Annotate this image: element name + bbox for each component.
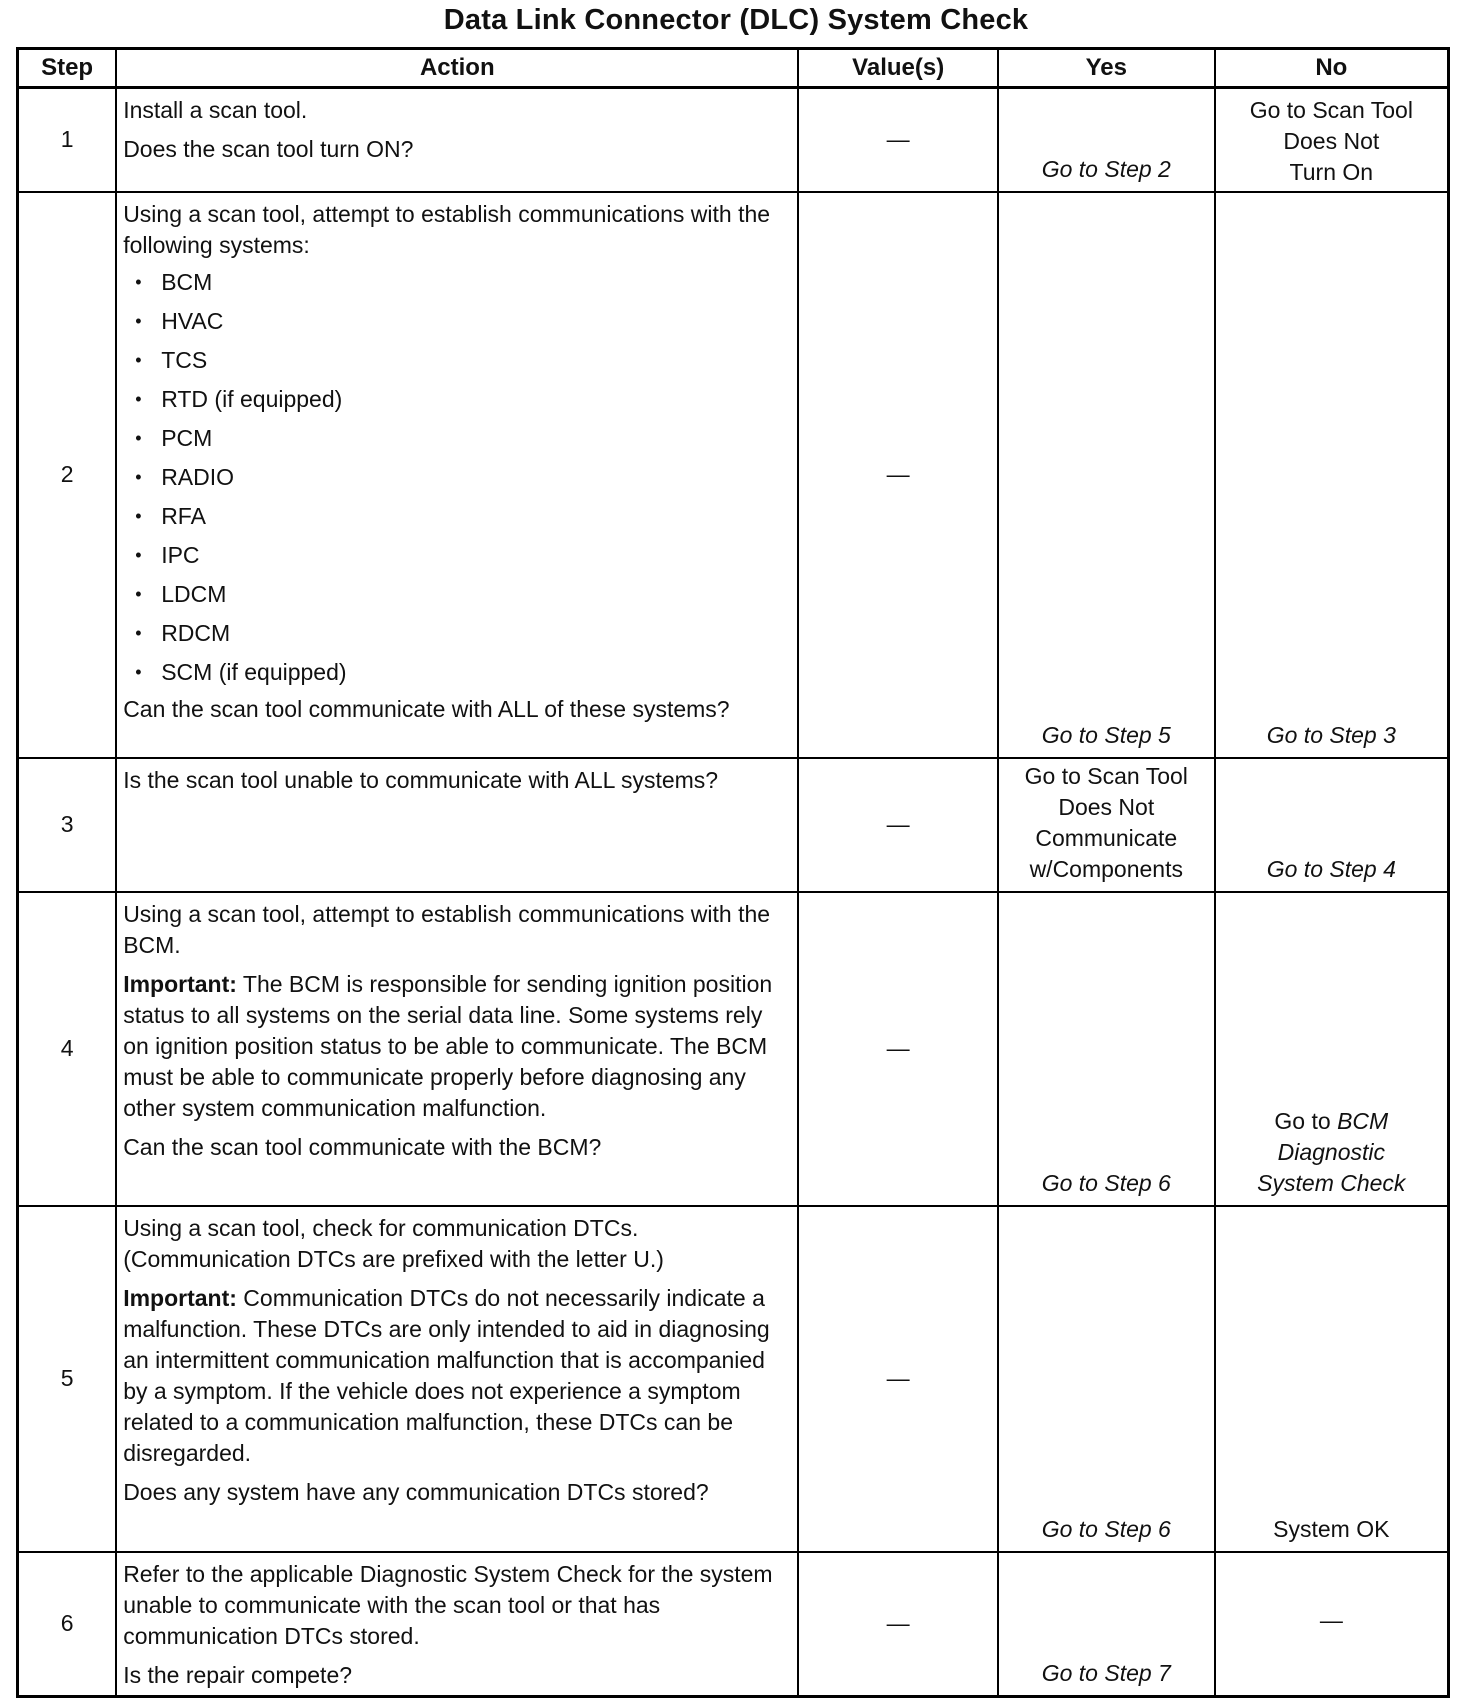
value-cell: — xyxy=(798,892,998,1206)
action-question: Can the scan tool communicate with ALL of these systems? xyxy=(123,695,730,722)
table-row-step-6 xyxy=(18,1552,1449,1697)
action-text: Using a scan tool, check for communication DTCs. (Communication DTCs are prefixed with the letter U.) xyxy=(123,1214,664,1272)
no-cell xyxy=(1215,88,1449,192)
value-cell: — xyxy=(798,88,998,192)
header-no: No xyxy=(1215,49,1449,88)
no-cell: Go to Step 3 xyxy=(1215,192,1449,758)
list-item: • BCM xyxy=(161,263,789,302)
action-text: Install a scan tool. xyxy=(123,97,308,123)
action-question: Does any system have any communication DTCs stored? xyxy=(123,1478,709,1505)
value-cell: — xyxy=(798,192,998,758)
important-label: Important: xyxy=(123,1284,237,1311)
step-number: 3 xyxy=(18,758,117,892)
important-note xyxy=(123,969,789,1124)
action-question: Does the scan tool turn ON? xyxy=(123,136,414,162)
table-row-step-1 xyxy=(18,88,1449,192)
list-item: • RTD (if equipped) xyxy=(161,380,789,419)
action-question: Can the scan tool communicate with the BCM? xyxy=(123,1133,602,1160)
yes-cell: Go to Step 2 xyxy=(998,88,1215,192)
list-item: • TCS xyxy=(161,341,789,380)
no-cell: System OK xyxy=(1215,1206,1449,1552)
no-line: Diagnostic xyxy=(1277,1138,1385,1165)
no-ref: BCM xyxy=(1337,1107,1389,1134)
header-action: Action xyxy=(116,49,798,88)
page-title: Data Link Connector (DLC) System Check xyxy=(443,4,1029,36)
table-row-step-5 xyxy=(18,1206,1449,1552)
list-item: • HVAC xyxy=(161,302,789,341)
step-number: 5 xyxy=(18,1206,117,1552)
yes-line: w/Components xyxy=(1029,855,1183,882)
list-item: • PCM xyxy=(161,419,789,458)
action-question: Is the repair compete? xyxy=(123,1661,353,1688)
diagnostic-table xyxy=(16,47,1450,1698)
value-cell: — xyxy=(798,1206,998,1552)
no-line xyxy=(1216,1106,1447,1137)
step-number: 1 xyxy=(18,88,117,192)
table-row-step-2 xyxy=(18,192,1449,758)
action-cell xyxy=(116,192,798,758)
no-line: Does Not xyxy=(1283,128,1380,154)
important-note xyxy=(123,1283,789,1469)
no-cell xyxy=(1215,892,1449,1206)
action-text: Using a scan tool, attempt to establish communications with the BCM. xyxy=(123,900,771,958)
no-prefix: Go to xyxy=(1274,1107,1331,1134)
action-cell xyxy=(116,892,798,1206)
yes-line: Communicate xyxy=(1035,824,1178,851)
yes-cell: Go to Step 7 xyxy=(998,1552,1215,1697)
yes-line: Does Not xyxy=(1058,793,1155,820)
list-item: • RDCM xyxy=(161,614,789,653)
yes-cell: Go to Step 6 xyxy=(998,1206,1215,1552)
step-number: 2 xyxy=(18,192,117,758)
table-row-step-4 xyxy=(18,892,1449,1206)
step-number: 4 xyxy=(18,892,117,1206)
value-cell: — xyxy=(798,758,998,892)
yes-cell: Go to Step 6 xyxy=(998,892,1215,1206)
no-cell: Go to Step 4 xyxy=(1215,758,1449,892)
action-cell xyxy=(116,758,798,892)
action-cell xyxy=(116,1552,798,1697)
list-item: • LDCM xyxy=(161,575,789,614)
important-text: The BCM is responsible for sending ignition position status to all systems on the serial data line. Some systems rely on ignition position status to be able to communicate. The BCM must be able to communicate properly before diagnosing any other system communication malfunction. xyxy=(123,970,773,1121)
value-cell: — xyxy=(798,1552,998,1697)
no-line: System Check xyxy=(1257,1169,1406,1196)
list-item: • RFA xyxy=(161,497,789,536)
no-cell: — xyxy=(1215,1552,1449,1697)
list-item: • RADIO xyxy=(161,458,789,497)
action-text: Refer to the applicable Diagnostic System Check for the system unable to communicate with the scan tool or that has communication DTCs stored. xyxy=(123,1560,773,1649)
important-label: Important: xyxy=(123,970,237,997)
header-values: Value(s) xyxy=(798,49,998,88)
action-text: Using a scan tool, attempt to establish communications with the following systems: xyxy=(123,200,771,258)
yes-cell: Go to Step 5 xyxy=(998,192,1215,758)
no-line: Go to Scan Tool xyxy=(1249,97,1413,123)
header-yes: Yes xyxy=(998,49,1215,88)
table-row-step-3 xyxy=(18,758,1449,892)
important-text: Communication DTCs do not necessarily indicate a malfunction. These DTCs are only intended to aid in diagnosing an intermittent communication malfunction that is accompanied by a symptom. If the vehicle does not experience a symptom related to a communication malfunction, these DTCs can be disregarded. xyxy=(123,1284,770,1466)
list-item: • IPC xyxy=(161,536,789,575)
yes-line: Go to Scan Tool xyxy=(1024,762,1188,789)
header-step: Step xyxy=(18,49,117,88)
yes-cell xyxy=(998,758,1215,892)
header-row xyxy=(18,49,1449,88)
list-item: • SCM (if equipped) xyxy=(161,653,789,692)
action-question: Is the scan tool unable to communicate with ALL systems? xyxy=(123,766,719,793)
system-list xyxy=(123,263,789,692)
no-line: Turn On xyxy=(1289,159,1374,185)
step-number: 6 xyxy=(18,1552,117,1697)
action-cell xyxy=(116,88,798,192)
action-cell xyxy=(116,1206,798,1552)
